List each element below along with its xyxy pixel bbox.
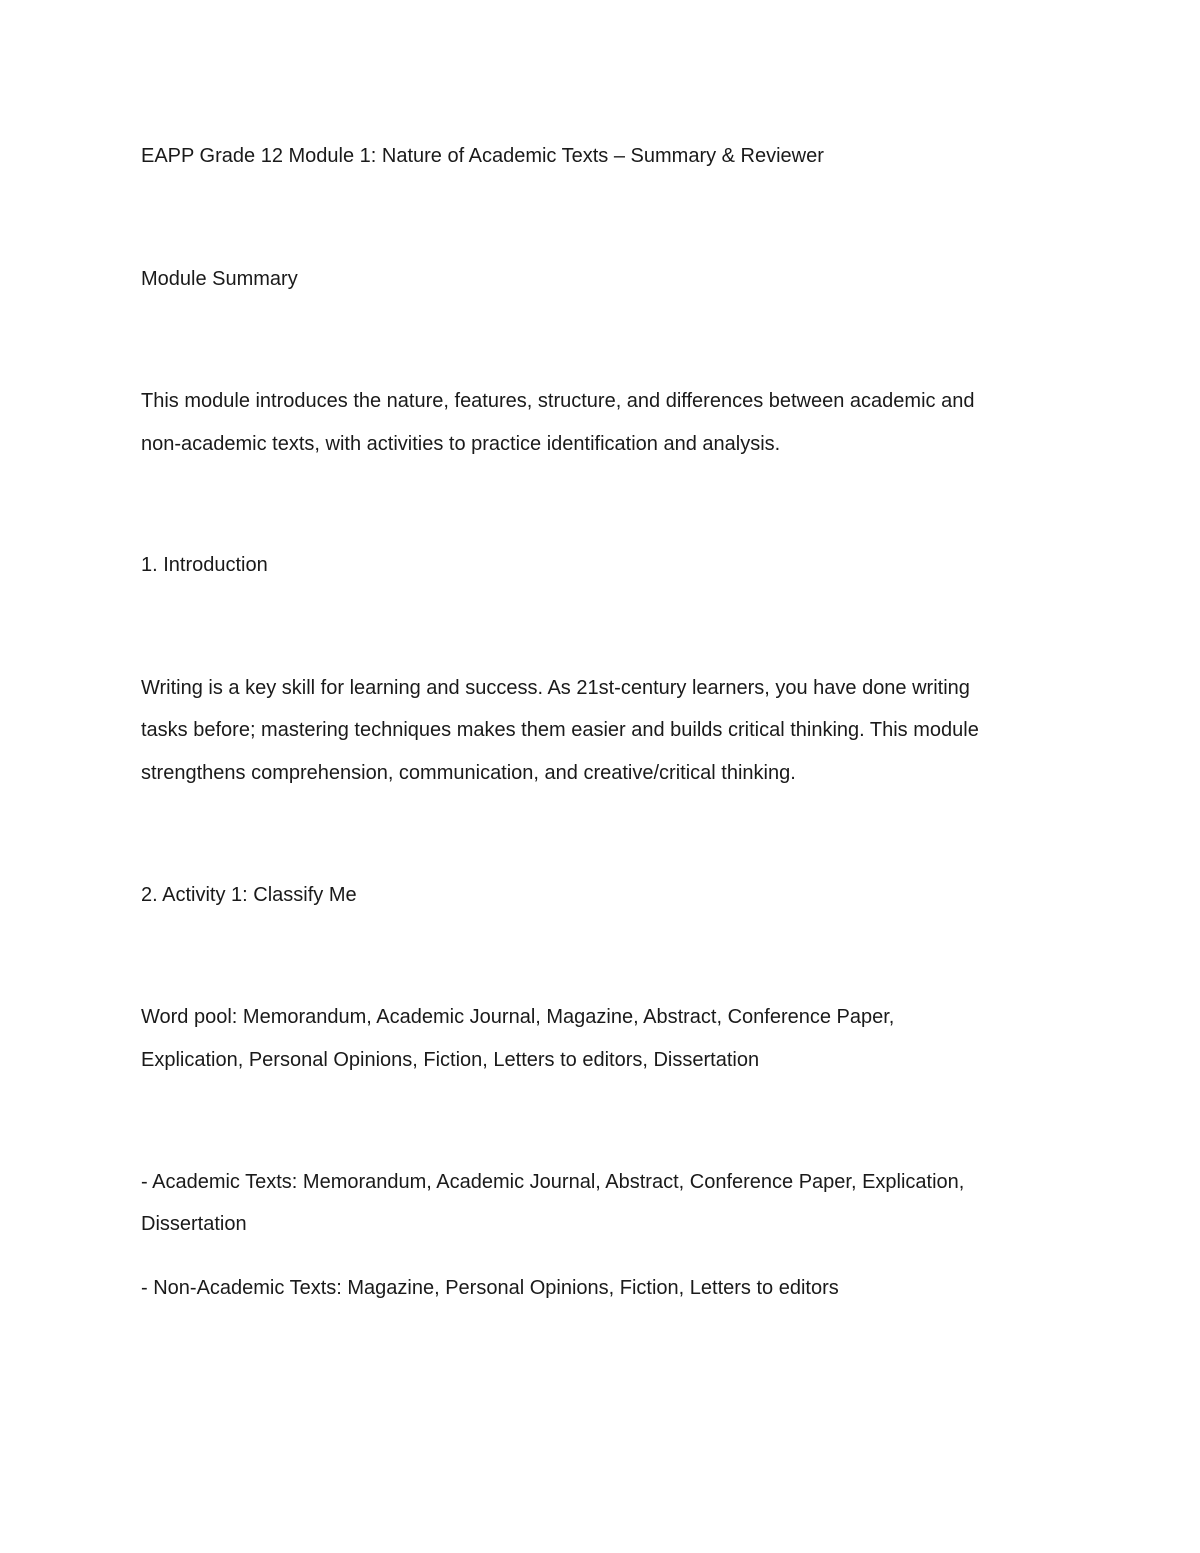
academic-texts-line-2: Dissertation: [141, 1213, 247, 1235]
word-pool-line-1: Word pool: Memorandum, Academic Journal, Magazine, Abstract, Conference Paper,: [141, 1006, 895, 1028]
non-academic-texts-line: - Non-Academic Texts: Magazine, Personal Opinions, Fiction, Letters to editors: [141, 1277, 839, 1299]
introduction-heading: 1. Introduction: [141, 554, 268, 576]
module-summary-heading: Module Summary: [141, 268, 298, 290]
word-pool-line-2: Explication, Personal Opinions, Fiction, Letters to editors, Dissertation: [141, 1049, 760, 1071]
summary-paragraph-line-1: This module introduces the nature, features, structure, and differences between academic and: [141, 390, 975, 412]
introduction-paragraph-line-2: tasks before; mastering techniques makes them easier and builds critical thinking. This module: [141, 719, 979, 741]
activity-1-heading: 2. Activity 1: Classify Me: [141, 884, 357, 906]
academic-texts-line-1: - Academic Texts: Memorandum, Academic Journal, Abstract, Conference Paper, Explication,: [141, 1171, 965, 1193]
introduction-paragraph-line-3: strengthens comprehension, communication, and creative/critical thinking.: [141, 762, 796, 784]
document-title: EAPP Grade 12 Module 1: Nature of Academic Texts – Summary & Reviewer: [141, 145, 824, 167]
summary-paragraph-line-2: non-academic texts, with activities to practice identification and analysis.: [141, 433, 781, 455]
introduction-paragraph-line-1: Writing is a key skill for learning and success. As 21st-century learners, you have done writing: [141, 677, 970, 699]
